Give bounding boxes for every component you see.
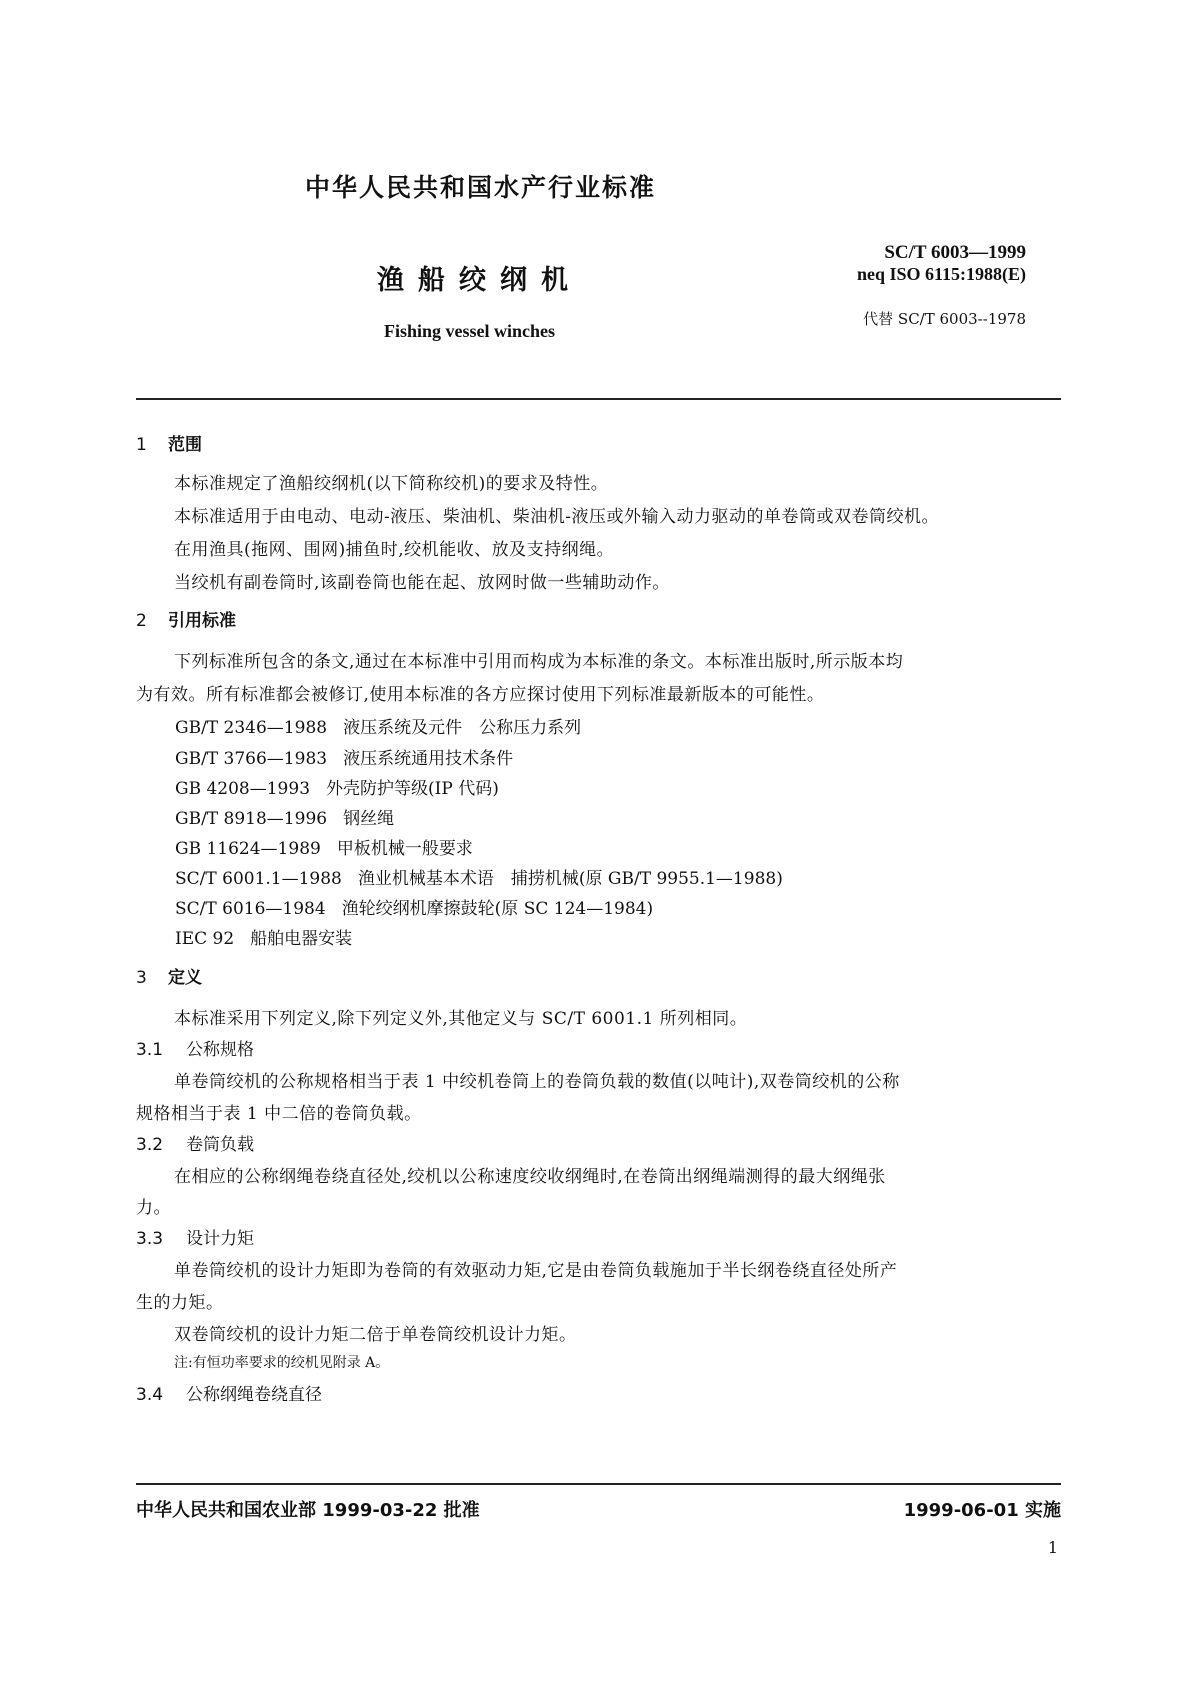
reference-title: 液压系统及元件 公称压力系列 bbox=[343, 718, 582, 738]
reference-code: GB/T 2346—1988 bbox=[175, 718, 328, 738]
paragraph-continuation: 生的力矩。 bbox=[136, 1293, 224, 1313]
paragraph: 单卷筒绞机的公称规格相当于表 1 中绞机卷筒上的卷筒负载的数值(以吨计),双卷筒绞机的公称 bbox=[174, 1072, 900, 1092]
section-number: 3 bbox=[136, 968, 147, 988]
paragraph: 下列标准所包含的条文,通过在本标准中引用而构成为本标准的条文。本标准出版时,所示版本均 bbox=[174, 652, 904, 672]
section-title: 引用标准 bbox=[168, 611, 236, 631]
subsection-title: 设计力矩 bbox=[186, 1229, 254, 1249]
reference-title: 渔轮绞纲机摩擦鼓轮(原 SC 124—1984) bbox=[341, 899, 654, 919]
section-number: 2 bbox=[136, 611, 147, 631]
subsection-3-3-heading bbox=[136, 1224, 254, 1249]
reference-title: 渔业机械基本术语 捕捞机械(原 GB/T 9955.1—1988) bbox=[357, 869, 783, 889]
reference-title: 钢丝绳 bbox=[343, 809, 395, 829]
reference-title: 船舶电器安装 bbox=[250, 929, 353, 949]
replaces-standard: 代替 SC/T 6003--1978 bbox=[863, 310, 1026, 328]
subsection-title: 卷筒负载 bbox=[186, 1135, 254, 1155]
standard-code: SC/T 6003—1999 bbox=[884, 242, 1026, 263]
iso-equivalence-code: neq ISO 6115:1988(E) bbox=[856, 264, 1026, 284]
subsection-3-2-heading bbox=[136, 1130, 254, 1155]
reference-code: GB 11624—1989 bbox=[175, 839, 321, 859]
reference-title: 液压系统通用技术条件 bbox=[343, 749, 514, 769]
approval-statement: 中华人民共和国农业部 1999-03-22 批准 bbox=[136, 1500, 480, 1521]
section-3-heading bbox=[136, 963, 202, 988]
issuing-authority-title: 中华人民共和国水产行业标准 bbox=[305, 173, 657, 202]
reference-code: IEC 92 bbox=[175, 929, 235, 949]
subsection-title: 公称纲绳卷绕直径 bbox=[186, 1385, 322, 1405]
footer-divider bbox=[136, 1483, 1061, 1485]
paragraph-continuation: 为有效。所有标准都会被修订,使用本标准的各方应探讨使用下列标准最新版本的可能性。 bbox=[136, 685, 825, 705]
subsection-title: 公称规格 bbox=[186, 1040, 254, 1060]
paragraph: 本标准采用下列定义,除下列定义外,其他定义与 SC/T 6001.1 所列相同。 bbox=[174, 1009, 748, 1029]
reference-code: GB 4208—1993 bbox=[175, 779, 311, 799]
subsection-number: 3.1 bbox=[136, 1040, 164, 1060]
paragraph: 本标准规定了渔船绞纲机(以下简称绞机)的要求及特性。 bbox=[174, 474, 609, 494]
subsection-number: 3.4 bbox=[136, 1385, 164, 1405]
section-title: 定义 bbox=[168, 968, 202, 988]
reference-item bbox=[175, 804, 394, 829]
section-2-heading bbox=[136, 606, 236, 631]
note: 注:有恒功率要求的绞机见附录 A。 bbox=[174, 1355, 390, 1371]
section-title: 范围 bbox=[168, 435, 202, 455]
paragraph: 在用渔具(拖网、围网)捕鱼时,绞机能收、放及支持纲绳。 bbox=[174, 540, 615, 560]
paragraph-continuation: 规格相当于表 1 中二倍的卷筒负载。 bbox=[136, 1104, 422, 1124]
section-number: 1 bbox=[136, 435, 147, 455]
reference-code: SC/T 6016—1984 bbox=[175, 899, 326, 919]
reference-item bbox=[175, 864, 783, 889]
reference-item bbox=[175, 744, 513, 769]
page-number: 1 bbox=[1047, 1538, 1058, 1557]
reference-code: GB/T 8918—1996 bbox=[175, 809, 328, 829]
reference-item bbox=[175, 774, 499, 799]
paragraph: 双卷筒绞机的设计力矩二倍于单卷筒绞机设计力矩。 bbox=[174, 1325, 577, 1345]
reference-item bbox=[175, 834, 473, 859]
reference-title: 外壳防护等级(IP 代码) bbox=[326, 779, 499, 799]
paragraph: 当绞机有副卷筒时,该副卷筒也能在起、放网时做一些辅助动作。 bbox=[174, 573, 670, 593]
reference-item bbox=[175, 713, 581, 738]
reference-code: GB/T 3766—1983 bbox=[175, 749, 328, 769]
section-1-heading bbox=[136, 430, 202, 455]
reference-code: SC/T 6001.1—1988 bbox=[175, 869, 342, 889]
subsection-3-1-heading bbox=[136, 1035, 254, 1060]
reference-title: 甲板机械一般要求 bbox=[336, 839, 473, 859]
reference-item bbox=[175, 924, 352, 949]
subsection-number: 3.3 bbox=[136, 1229, 164, 1249]
header-divider bbox=[136, 398, 1061, 400]
paragraph-continuation: 力。 bbox=[136, 1198, 171, 1218]
effective-date: 1999-06-01 实施 bbox=[903, 1500, 1061, 1521]
paragraph: 在相应的公称纲绳卷绕直径处,绞机以公称速度绞收纲绳时,在卷筒出纲绳端测得的最大纲绳张 bbox=[174, 1167, 886, 1187]
document-title: 渔船绞纲机 bbox=[377, 265, 582, 296]
reference-item bbox=[175, 894, 653, 919]
english-title: Fishing vessel winches bbox=[384, 321, 556, 341]
subsection-number: 3.2 bbox=[136, 1135, 164, 1155]
paragraph: 本标准适用于由电动、电动-液压、柴油机、柴油机-液压或外输入动力驱动的单卷筒或双卷筒绞机。 bbox=[174, 507, 939, 527]
subsection-3-4-heading bbox=[136, 1380, 322, 1405]
paragraph: 单卷筒绞机的设计力矩即为卷筒的有效驱动力矩,它是由卷筒负载施加于半长纲卷绕直径处所产 bbox=[174, 1261, 898, 1281]
